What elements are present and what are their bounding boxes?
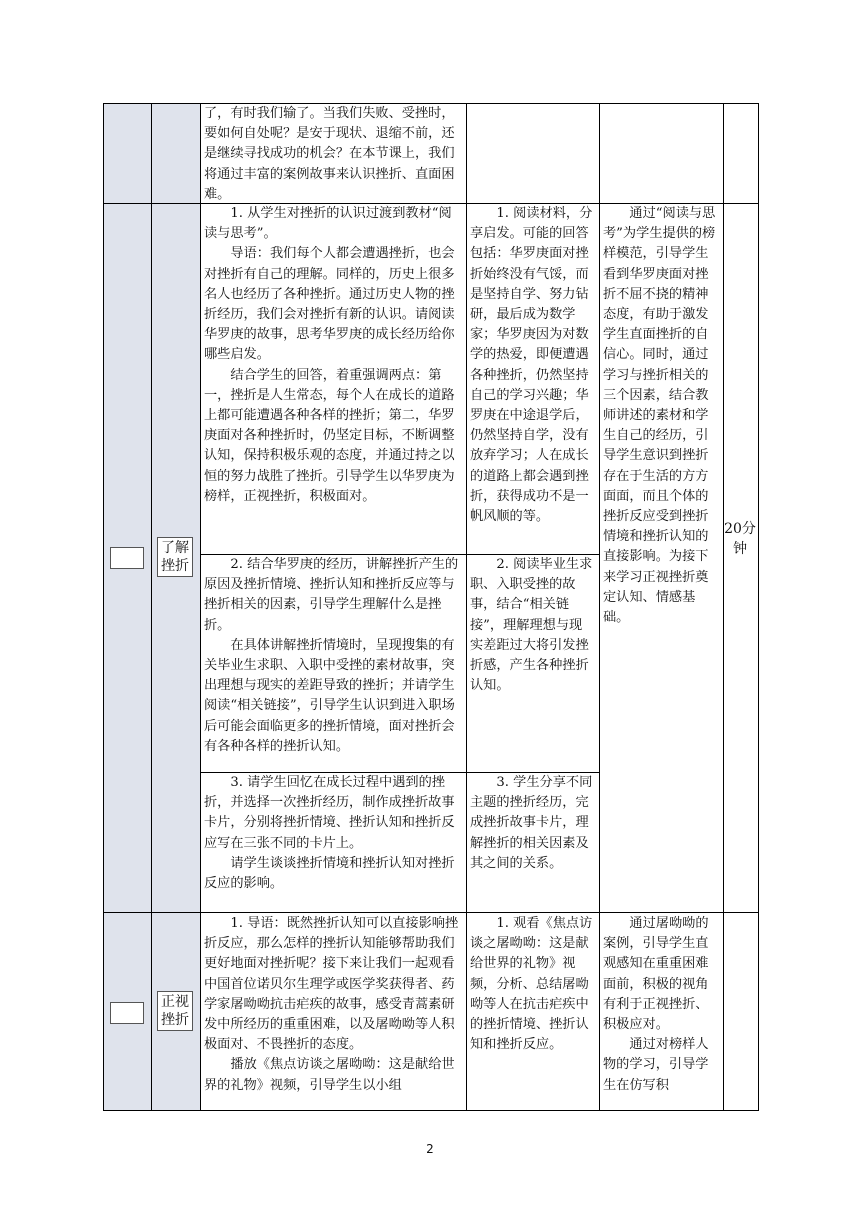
grid-top-border — [103, 103, 758, 104]
grid-col-5 — [723, 103, 724, 1111]
grid-col-left — [103, 103, 104, 1111]
section-label-face-text: 正视挫折 — [161, 994, 189, 1028]
grid-col-4 — [599, 103, 600, 1111]
page-number: 2 — [426, 1142, 434, 1156]
row3-teacher-p1: 1. 导语：既然挫折认知可以直接影响挫折反应，那么怎样的挫折认知能够帮助我们更好地面对挫折呢？接下来让我们一起观看中国首位诺贝尔生理学或医学奖获得者、药学家屠呦呦抗击疟疾的故事，感受青蒿素研发中所经历的重重困难，以及屠呦呦等人积极面对、不畏挫折的态度。 — [204, 916, 459, 1053]
row2-part1-student-p1: 1. 阅读材料，分享启发。可能的回答包括：华罗庚面对挫折始终没有气馁，而是坚持自学、努力钻研，最后成为数学家；华罗庚因为对数学的热爱，即便遭遇各种挫折，仍然坚持自己的学习兴趣；华罗庚在中途退学后，仍然坚持自学，没有放弃学习；人在成长的道路上都会遇到挫折，获得成功不是一帆风顺的等。 — [470, 206, 593, 525]
row2-design-cell — [599, 203, 723, 703]
row3-design-p1: 通过屠呦呦的案例，引导学生直观感知在重重困难面前，积极的视角有利于正视挫折、积极应对。 — [603, 916, 709, 1033]
row2-part2-student — [466, 554, 599, 771]
row2-part2-teacher-p1: 2. 结合华罗庚的经历，讲解挫折产生的原因及挫折情境、挫折认知和挫折反应等与挫折相关的因素，引导学生理解什么是挫折。 — [204, 557, 459, 633]
row2-part3-teacher — [200, 772, 466, 912]
row2-part2-student-p1: 2. 阅读毕业生求职、入职受挫的故事，结合“相关链接”，理解理想与现实差距过大将引发挫折感，产生各种挫折认知。 — [470, 557, 593, 694]
column-shade-1 — [103, 103, 151, 1111]
row2-part1-teacher-p2: 导语：我们每个人都会遭遇挫折，也会对挫折有自己的理解。同样的，历史上很多名人也经历了各种挫折。通过历史人物的挫折经历，我们会对挫折有新的认识。请阅读华罗庚的故事，思考华罗庚的成长经历给你哪些启发。 — [204, 246, 455, 363]
row3-design-p2: 通过对榜样人物的学习，引导学生在仿写积 — [603, 1037, 709, 1093]
grid-row2-bottom — [103, 912, 758, 913]
row2-part1-teacher-p1: 1. 从学生对挫折的认识过渡到教材“阅读与思考”。 — [204, 206, 452, 242]
grid-row2-sub2 — [200, 772, 599, 773]
row2-part3-student — [466, 772, 599, 912]
grid-col-right — [758, 103, 759, 1111]
row3-index-box — [110, 1002, 144, 1024]
row2-time: 20分钟 — [724, 521, 756, 557]
row1-teacher-cell — [200, 103, 466, 203]
grid-col-3 — [466, 103, 467, 1111]
row3-student-p1: 1. 观看《焦点访谈之屠呦呦：这是献给世界的礼物》视频，分析、总结屠呦呦等人在抗击疟疾中的挫折情境、挫折认知和挫折反应。 — [470, 916, 593, 1053]
grid-row2-sub1 — [200, 554, 599, 555]
row2-part1-teacher — [200, 203, 466, 553]
row2-part2-teacher-p2: 在具体讲解挫折情境时，呈现搜集的有关毕业生求职、入职中受挫的素材故事，突出理想与现实的差距导致的挫折；并请学生阅读“相关链接”，引导学生认识到进入职场后可能会面临更多的挫折情境，面对挫折会有各种各样的挫折认知。 — [204, 637, 455, 754]
row2-part3-student-p1: 3. 学生分享不同主题的挫折经历，完成挫折故事卡片，理解挫折的相关因素及其之间的关系。 — [470, 775, 593, 871]
row3-teacher-p2: 播放《焦点访谈之屠呦呦：这是献给世界的礼物》视频，引导学生以小组 — [204, 1057, 455, 1093]
row3-student-cell — [466, 913, 599, 1111]
grid-bottom-border — [103, 1110, 758, 1111]
row2-part3-teacher-p1: 3. 请学生回忆在成长过程中遇到的挫折，并选择一次挫折经历，制作成挫折故事卡片，分别将挫折情境、挫折认知和挫折反应写在三张不同的卡片上。 — [204, 775, 455, 851]
row2-part1-student — [466, 203, 599, 553]
row2-part1-teacher-p3: 结合学生的回答，着重强调两点：第一，挫折是人生常态，每个人在成长的道路上都可能遭遇各种各样的挫折；第二，华罗庚面对各种挫折时，仍坚定目标，不断调整认知，保持积极乐观的态度，并通过持之以恒的努力战胜了挫折。引导学生以华罗庚为榜样，正视挫折，积极面对。 — [204, 367, 455, 504]
row2-part3-teacher-p2: 请学生谈谈挫折情境和挫折认知对挫折反应的影响。 — [204, 855, 455, 892]
row2-index-box — [110, 547, 144, 569]
row3-design-cell — [599, 913, 723, 1111]
column-shade-2 — [151, 103, 200, 1111]
grid-col-1 — [151, 103, 152, 1111]
row2-design-p1: 通过“阅读与思考”为学生提供的榜样模范，引导学生看到华罗庚面对挫折不屈不挠的精神态度，有助于激发学生直面挫折的自信心。同时，通过学习与挫折相关的三个因素，结合教师讲述的素材和学生自己的经历，引导学生意识到挫折存在于生活的方方面面，而且个体的挫折反应受到挫折情境和挫折认知的直接影响。为接下来学习正视挫折奠定认知、情感基础。 — [603, 206, 716, 626]
section-label-understand — [157, 537, 193, 577]
row2-part2-teacher — [200, 554, 466, 771]
row3-teacher-cell — [200, 913, 466, 1111]
grid-row1-bottom — [103, 203, 758, 204]
grid-col-2 — [200, 103, 201, 1111]
section-label-face — [157, 991, 193, 1031]
row1-teacher-text: 了，有时我们输了。当我们失败、受挫时，要如何自处呢？是安于现状、退缩不前，还是继续寻找成功的机会？在本节课上，我们将通过丰富的案例故事来认识挫折、直面困难。 — [204, 106, 455, 202]
section-label-understand-text: 了解挫折 — [161, 540, 189, 574]
